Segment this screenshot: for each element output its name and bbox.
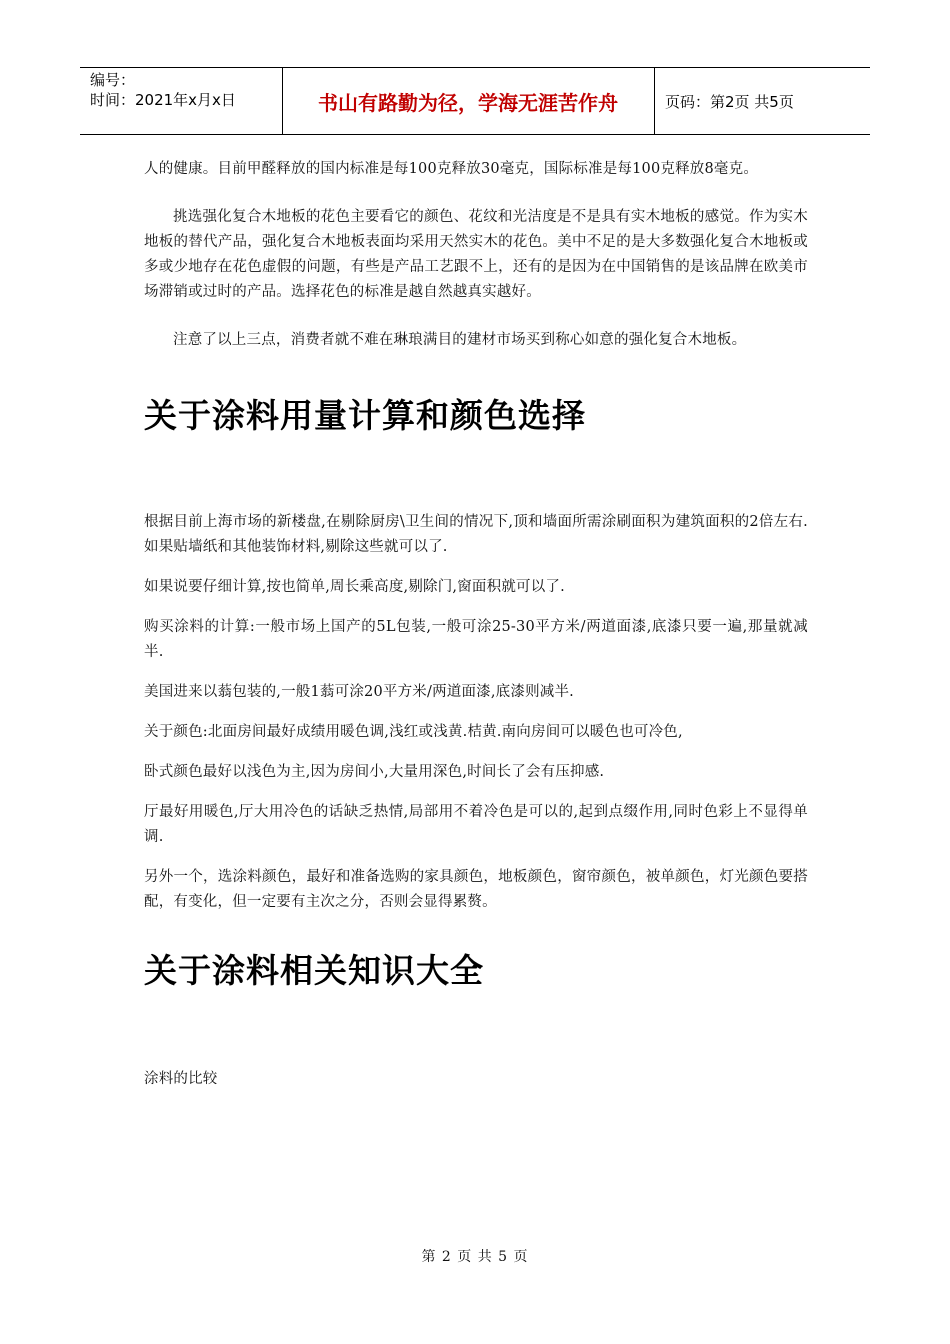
- paragraph-color-north: 关于颜色:北面房间最好成绩用暖色调,浅红或浅黄.桔黄.南向房间可以暖色也可冷色,: [144, 724, 683, 740]
- paragraph-color-bedroom: 卧式颜色最好以浅色为主,因为房间小,大量用深色,时间长了会有压抑感.: [144, 764, 605, 780]
- page-footer: 第 2 页 共 5 页: [421, 1249, 529, 1265]
- paragraph-paint-area: 根据目前上海市场的新楼盘,在剔除厨房\卫生间的情况下,顶和墙面所需涂刷面积为建筑面积的2倍左右.如果贴墙纸和其他装饰材料,剔除这些就可以了.: [144, 514, 808, 555]
- header-motto: 书山有路勤为径，学海无涯苦作舟: [318, 91, 618, 115]
- page-header: [80, 67, 870, 135]
- paragraph-paint-domestic: 购买涂料的计算:一般市场上国产的5L包装,一般可涂25-30平方米/两道面漆,底漆只要一遍,那量就减半.: [144, 619, 808, 660]
- section-title-paint-usage: 关于涂料用量计算和颜色选择: [144, 396, 586, 435]
- paragraph-paint-imported: 美国进来以蓊包装的,一般1蓊可涂20平方米/两道面漆,底漆则减半.: [144, 684, 574, 700]
- paragraph-paint-comparison: 涂料的比较: [144, 1071, 218, 1087]
- header-time: 时间：2021年x月x日: [90, 91, 236, 109]
- paragraph-paint-calc: 如果说要仔细计算,按也简单,周长乘高度,剔除门,窗面积就可以了.: [144, 579, 565, 595]
- header-divider-2: [654, 68, 655, 135]
- header-number: 编号：: [90, 71, 136, 89]
- paragraph-health: 人的健康。目前甲醛释放的国内标准是每100克释放30毫克，国际标准是每100克释放8毫克。: [144, 161, 759, 177]
- paragraph-floor-summary: 注意了以上三点，消费者就不难在琳琅满目的建材市场买到称心如意的强化复合木地板。: [173, 332, 747, 348]
- section-title-paint-knowledge: 关于涂料相关知识大全: [144, 951, 484, 990]
- header-meta: [90, 70, 280, 110]
- paragraph-color-hall: 厅最好用暖色,厅大用冷色的话缺乏热情,局部用不着冷色是可以的,起到点缀作用,同时色彩上不显得单调.: [144, 804, 808, 845]
- paragraph-floor-color: 挑选强化复合木地板的花色主要看它的颜色、花纹和光洁度是不是具有实木地板的感觉。作为实木地板的替代产品，强化复合木地板表面均采用天然实木的花色。美中不足的是大多数强化复合木地板或多或少地存在花色虚假的问题，有些是产品工艺跟不上，还有的是因为在中国销售的是该品牌在欧美市场滞销或过时的产品。选择花色的标准是越自然越真实越好。: [144, 209, 808, 300]
- document-body: [144, 157, 808, 1092]
- paragraph-color-matching: 另外一个，选涂料颜色，最好和准备选购的家具颜色，地板颜色，窗帘颜色，被单颜色，灯光颜色要搭配，有变化，但一定要有主次之分，否则会显得累赘。: [144, 869, 808, 910]
- header-page-info: 页码：第2页 共5页: [665, 93, 794, 111]
